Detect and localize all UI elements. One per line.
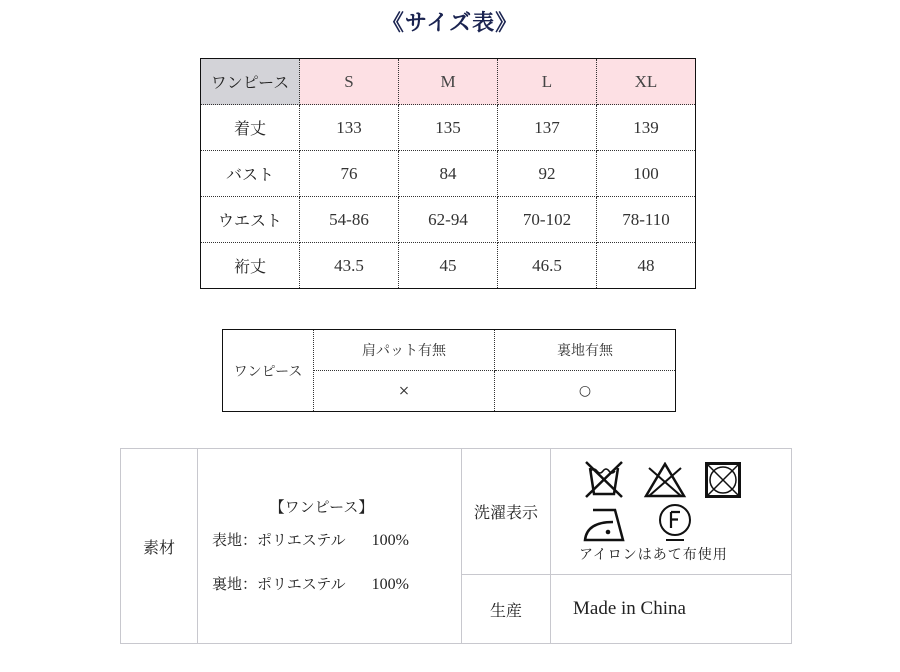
shoulder-pad-value: × <box>314 371 495 412</box>
size-header-xl: XL <box>597 59 696 105</box>
origin-label: 生産 <box>462 575 551 644</box>
no-tumble-dry-icon <box>705 462 741 498</box>
origin-value: Made in China <box>551 575 792 644</box>
dry-clean-f-icon <box>655 504 695 542</box>
cell: 76 <box>300 151 399 197</box>
iron-low-icon <box>583 508 625 542</box>
material-line-outer <box>212 530 461 549</box>
care-label: 洗濯表示 <box>462 449 551 575</box>
cell: 78-110 <box>597 197 696 243</box>
material-line-lining <box>212 574 461 593</box>
lining-header: 裏地有無 <box>495 330 676 371</box>
row-label-waist: ウエスト <box>201 197 300 243</box>
no-wash-icon <box>583 460 625 498</box>
table-row <box>201 151 696 197</box>
lining-value: ○ <box>578 383 592 399</box>
cell: 135 <box>399 105 498 151</box>
cell: 92 <box>498 151 597 197</box>
size-table <box>200 58 696 289</box>
table-row <box>201 243 696 289</box>
cell: 43.5 <box>300 243 399 289</box>
size-header-s: S <box>300 59 399 105</box>
care-note: アイロンはあて布使用 <box>579 546 728 563</box>
size-table-corner: ワンピース <box>201 59 300 105</box>
cell: 62-94 <box>399 197 498 243</box>
row-label-sleeve: 裄丈 <box>201 243 300 289</box>
material-percent: 100% <box>371 575 409 593</box>
cell: 133 <box>300 105 399 151</box>
size-header-row <box>201 59 696 105</box>
cell: 100 <box>597 151 696 197</box>
cell: 137 <box>498 105 597 151</box>
material-heading: 【ワンピース】 <box>269 497 374 516</box>
cell: 70-102 <box>498 197 597 243</box>
table-row <box>201 197 696 243</box>
material-part: 表地：ポリエステル <box>212 530 346 549</box>
page-title: 《サイズ表》 <box>381 10 519 36</box>
material-details <box>198 449 462 644</box>
table-row <box>201 105 696 151</box>
size-header-l: L <box>498 59 597 105</box>
shoulder-pad-header: 肩パット有無 <box>314 330 495 371</box>
care-symbols <box>551 449 792 575</box>
cell: 84 <box>399 151 498 197</box>
cell: 45 <box>399 243 498 289</box>
options-row-label: ワンピース <box>223 330 314 412</box>
material-label: 素材 <box>121 449 198 644</box>
cell: 139 <box>597 105 696 151</box>
cell: 54-86 <box>300 197 399 243</box>
row-label-bust: バスト <box>201 151 300 197</box>
cell: 48 <box>637 255 655 275</box>
options-table <box>222 329 676 412</box>
row-label-length: 着丈 <box>201 105 300 151</box>
size-header-m: M <box>399 59 498 105</box>
material-percent: 100% <box>371 531 409 549</box>
no-bleach-icon <box>643 462 687 498</box>
material-care-table <box>120 448 792 644</box>
options-header-row <box>223 330 676 371</box>
material-part: 裏地：ポリエステル <box>212 574 346 593</box>
cell: 46.5 <box>498 243 597 289</box>
